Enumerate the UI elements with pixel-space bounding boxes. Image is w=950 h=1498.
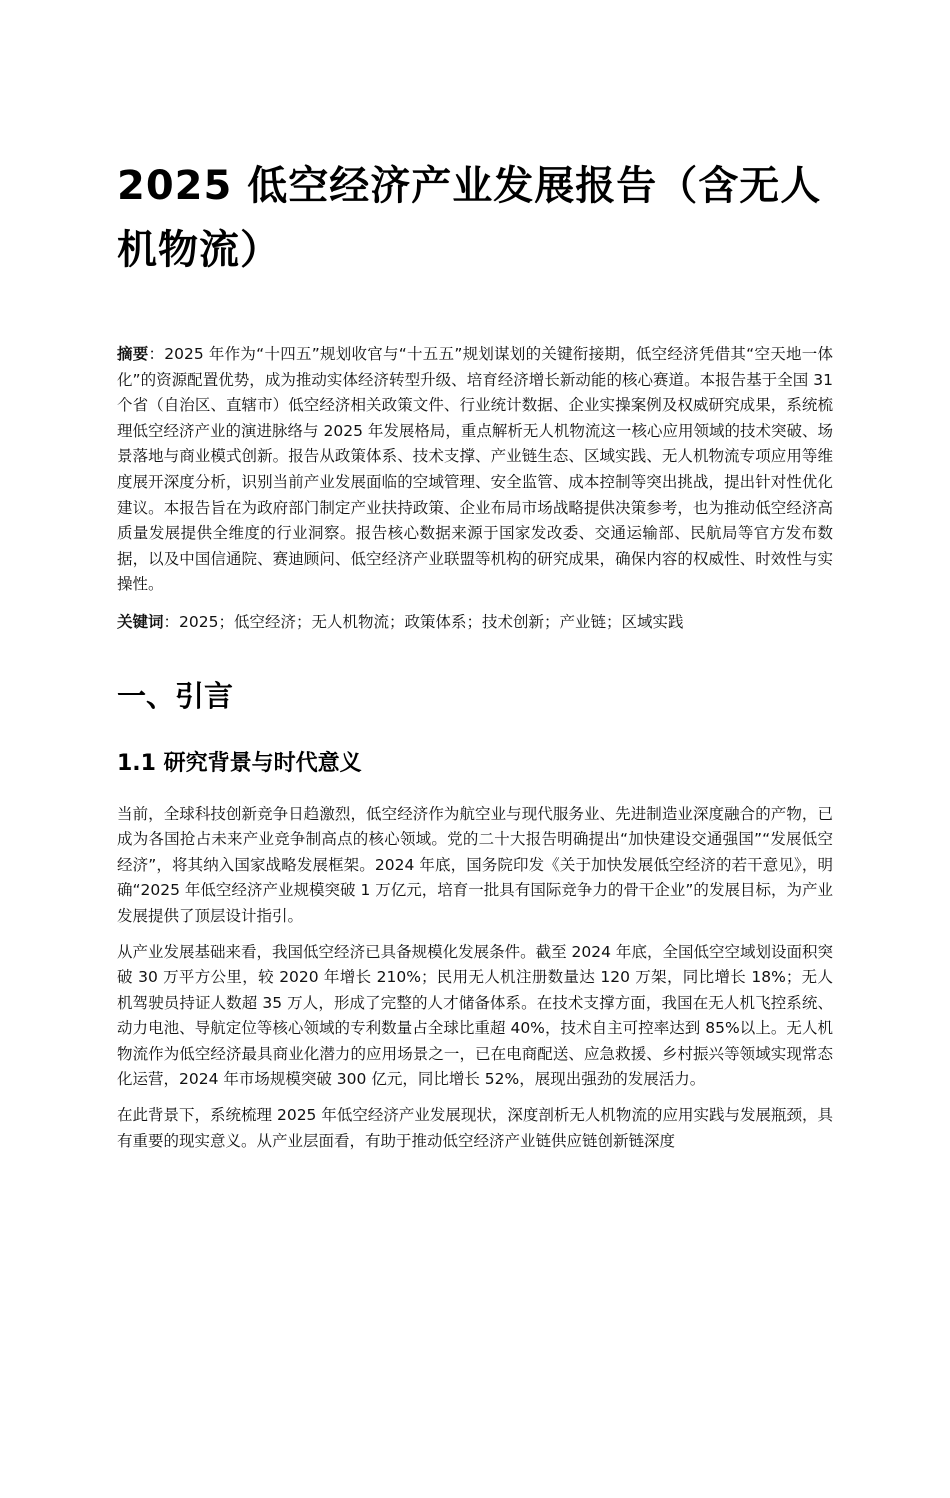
body-paragraph: 从产业发展基础来看，我国低空经济已具备规模化发展条件。截至 2024 年底，全国低空空域划设面积突破 30 万平方公里，较 2020 年增长 210%；民用无人机注册数量达 120 万架，同比增长 18%；无人机驾驶员持证人数超 35 万人，形成了完整的人才储备体系。在技术支撑方面，我国在无人机飞控系统、动力电池、导航定位等核心领域的专利数量占全球比重超 40%，技术自主可控率达到 85%以上。无人机物流作为低空经济最具商业化潜力的应用场景之一，已在电商配送、应急救援、乡村振兴等领域实现常态化运营，2024 年市场规模突破 300 亿元，同比增长 52%，展现出强劲的发展活力。 [117,942,833,1089]
body-paragraph: 在此背景下，系统梳理 2025 年低空经济产业发展现状，深度剖析无人机物流的应用实践与发展瓶颈，具有重要的现实意义。从产业层面看，有助于推动低空经济产业链供应链创新链深度 [117,1106,833,1150]
subsection-heading-background: 1.1 研究背景与时代意义 [117,750,362,776]
keywords-label: 关键词 [117,612,164,631]
abstract-text: 2025 年作为“十四五”规划收官与“十五五”规划谋划的关键衔接期，低空经济凭借其“空天地一体化”的资源配置优势，成为推动实体经济转型升级、培育经济增长新动能的核心赛道。本报告基于全国 31 个省（自治区、直辖市）低空经济相关政策文件、行业统计数据、企业实操案例及权威研究成果，系统梳理低空经济产业的演进脉络与 2025 年发展格局，重点解析无人机物流这一核心应用领域的技术突破、场景落地与商业模式创新。报告从政策体系、技术支撑、产业链生态、区域实践、无人机物流专项应用等维度展开深度分析，识别当前产业发展面临的空域管理、安全监管、成本控制等突出挑战，提出针对性优化建议。本报告旨在为政府部门制定产业扶持政策、企业布局市场战略提供决策参考，也为推动低空经济高质量发展提供全维度的行业洞察。报告核心数据来源于国家发改委、交通运输部、民航局等官方发布数据，以及中国信通院、赛迪顾问、低空经济产业联盟等机构的研究成果，确保内容的权威性、时效性与实操性。 [117,345,833,594]
keywords-separator: ： [163,612,180,631]
section-heading-introduction: 一、引言 [117,678,234,713]
keywords-text: 2025；低空经济；无人机物流；政策体系；技术创新；产业链；区域实践 [179,612,684,631]
keywords [117,610,833,636]
abstract-label: 摘要 [117,345,149,363]
document-title: 2025 低空经济产业发展报告（含无人机物流） [117,163,822,273]
body-paragraph: 当前，全球科技创新竞争日趋激烈，低空经济作为航空业与现代服务业、先进制造业深度融合的产物，已成为各国抢占未来产业竞争制高点的核心领域。党的二十大报告明确提出“加快建设交通强国”“发展低空经济”，将其纳入国家战略发展框架。2024 年底，国务院印发《关于加快发展低空经济的若干意见》，明确“2025 年低空经济产业规模突破 1 万亿元，培育一批具有国际竞争力的骨干企业”的发展目标，为产业发展提供了顶层设计指引。 [117,804,833,925]
abstract-separator: ： [148,345,165,363]
abstract [117,342,833,598]
section-body [117,802,833,1155]
document-page [0,154,950,1498]
